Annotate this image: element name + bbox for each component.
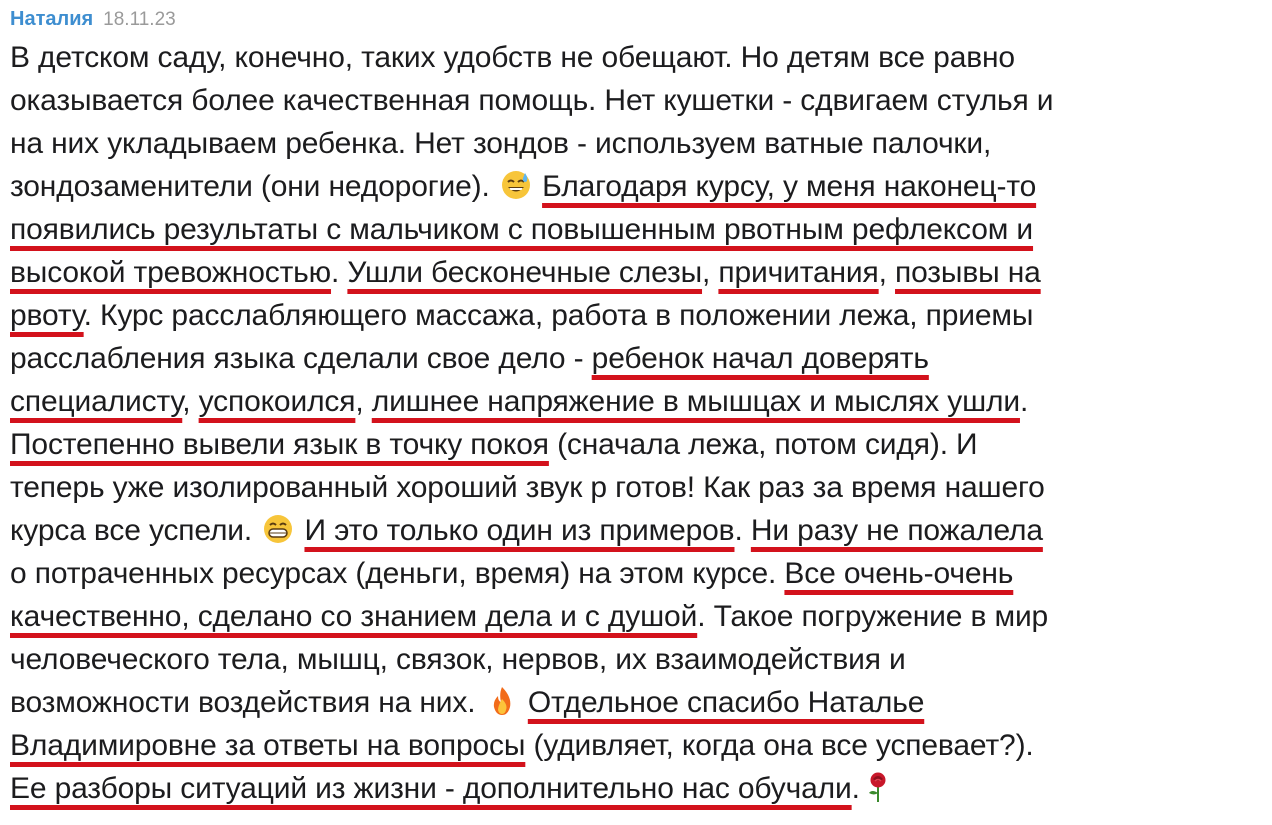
sweat-smile-emoji-icon xyxy=(500,169,532,201)
fire-emoji-icon xyxy=(486,685,518,717)
underlined-text: Владимировне за ответы на вопросы xyxy=(10,729,526,762)
underlined-text: качественно, сделано со знанием дела и с душой xyxy=(10,600,698,633)
text-segment: (удивляет, когда она все успевает?). xyxy=(525,729,1034,762)
underlined-text: И это только один из примеров xyxy=(304,514,735,547)
message-text xyxy=(10,36,1270,810)
message-line xyxy=(10,724,1270,767)
text-segment xyxy=(534,170,542,203)
underlined-text: Ни разу не пожалела xyxy=(750,514,1043,547)
text-segment: . xyxy=(851,772,860,805)
message-header xyxy=(10,8,176,36)
underlined-text: высокой тревожностью xyxy=(10,256,332,289)
text-segment: о потраченных ресурсах (деньги, время) на этом курсе. xyxy=(10,557,785,590)
underlined-text: Все очень-очень xyxy=(784,557,1014,590)
text-segment: возможности воздействия на них. xyxy=(10,686,484,719)
message-line xyxy=(10,767,1270,810)
underlined-text: лишнее напряжение в мышцах и мыслях ушли xyxy=(371,385,1020,418)
message-line xyxy=(10,122,1270,165)
message-line xyxy=(10,165,1270,208)
message-line xyxy=(10,208,1270,251)
text-segment: . xyxy=(331,256,348,289)
text-segment: человеческого тела, мышц, связок, нервов, их взаимодействия и xyxy=(10,643,906,676)
text-segment: В детском саду, конечно, таких удобств не обещают. Но детям все равно xyxy=(10,41,1015,74)
text-segment xyxy=(520,686,528,719)
message-line xyxy=(10,337,1270,380)
message-line xyxy=(10,595,1270,638)
message-line xyxy=(10,638,1270,681)
message-line xyxy=(10,681,1270,724)
text-segment: , xyxy=(702,256,719,289)
text-segment: (сначала лежа, потом сидя). И xyxy=(548,428,978,461)
text-segment: оказывается более качественная помощь. Нет кушетки - сдвигаем стулья и xyxy=(10,84,1054,117)
rose-emoji-icon xyxy=(862,771,894,803)
underlined-text: Отдельное спасибо Наталье xyxy=(527,686,925,719)
grin-emoji-icon xyxy=(262,513,294,545)
underlined-text: Постепенно вывели язык в точку покоя xyxy=(10,428,549,461)
underlined-text: Благодаря курсу, у меня наконец-то xyxy=(542,170,1037,203)
message-line xyxy=(10,423,1270,466)
text-segment: . xyxy=(734,514,751,547)
text-segment: на них укладываем ребенка. Нет зондов - используем ватные палочки, xyxy=(10,127,992,160)
message-line xyxy=(10,36,1270,79)
message-line xyxy=(10,509,1270,552)
text-segment: курса все успели. xyxy=(10,514,261,547)
sender-name[interactable]: Наталия xyxy=(10,8,94,30)
message-line xyxy=(10,294,1270,337)
text-segment: , xyxy=(355,385,372,418)
message-line xyxy=(10,552,1270,595)
underlined-text: Ее разборы ситуаций из жизни - дополнительно нас обучали xyxy=(10,772,852,805)
text-segment: . Курс расслабляющего массажа, работа в положении лежа, приемы xyxy=(83,299,1034,332)
message-line xyxy=(10,251,1270,294)
underlined-text: успокоился xyxy=(198,385,356,418)
message-line xyxy=(10,79,1270,122)
underlined-text: Ушли бесконечные слезы xyxy=(347,256,703,289)
underlined-text: позывы на xyxy=(895,256,1041,289)
underlined-text: ребенок начал доверять xyxy=(591,342,929,375)
text-segment: . xyxy=(1019,385,1029,418)
text-segment: , xyxy=(878,256,896,289)
message-date: 18.11.23 xyxy=(103,9,176,30)
text-segment: теперь уже изолированный хороший звук р готов! Как раз за время нашего xyxy=(10,471,1045,504)
message-line xyxy=(10,380,1270,423)
underlined-text: рвоту xyxy=(10,299,84,332)
message-line xyxy=(10,466,1270,509)
text-segment: расслабления языка сделали свое дело - xyxy=(10,342,592,375)
text-segment: зондозаменители (они недорогие). xyxy=(10,170,498,203)
text-segment: . Такое погружение в мир xyxy=(697,600,1049,633)
underlined-text: появились результаты с мальчиком с повышенным рвотным рефлексом и xyxy=(10,213,1034,246)
underlined-text: причитания xyxy=(718,256,879,289)
text-segment: , xyxy=(182,385,199,418)
underlined-text: специалисту xyxy=(10,385,183,418)
